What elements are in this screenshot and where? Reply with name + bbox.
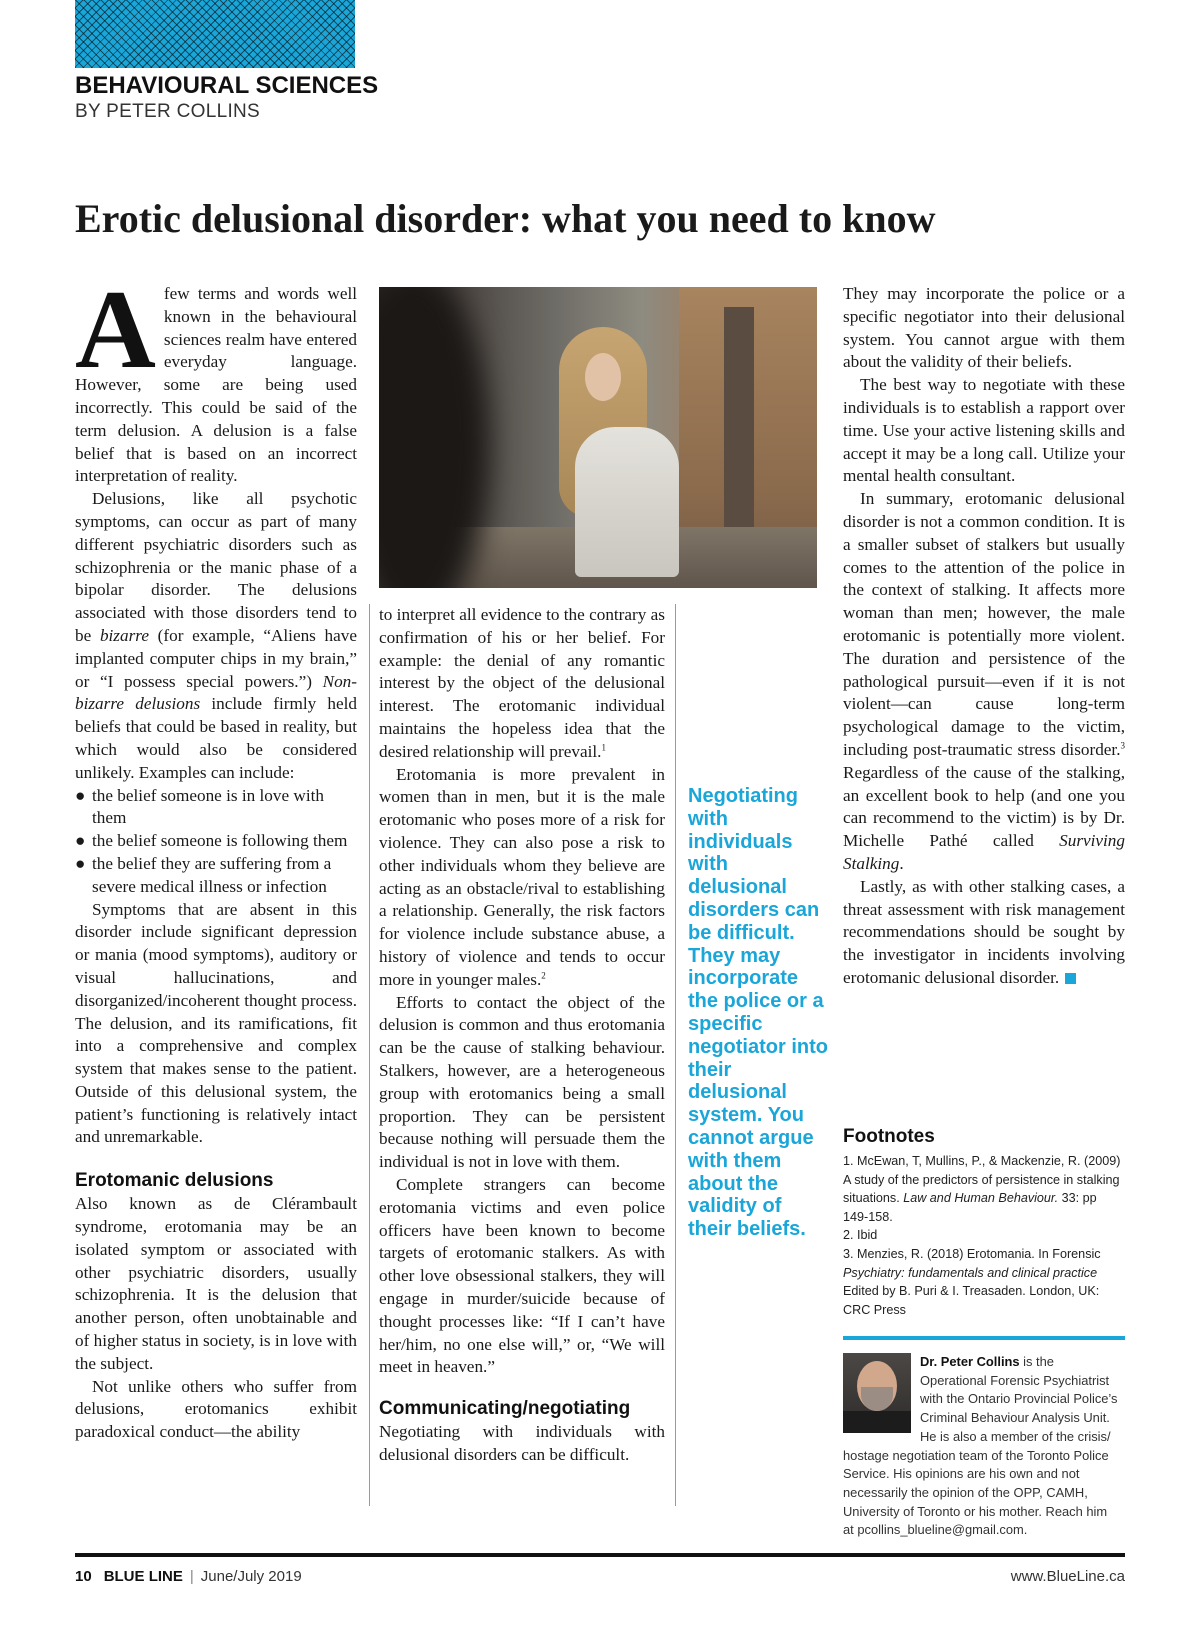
footnote-ref: 2 bbox=[541, 970, 546, 981]
footnote-ref: 1 bbox=[601, 742, 606, 753]
author-name: Dr. Peter Collins bbox=[920, 1354, 1020, 1369]
paragraph: They may incorporate the police or a specific negotiator into their delusional system. You cannot argue with them about the validity of their beliefs. bbox=[843, 284, 1125, 372]
list-item: ● the belief they are suffering from a severe medical illness or infection bbox=[75, 853, 332, 896]
footnotes-heading: Footnotes bbox=[843, 1126, 935, 1147]
list-item: ● the belief someone is in love with them bbox=[75, 785, 324, 828]
paragraph: Delusions, like all psychotic symptoms, can occur as part of many different psychiatric disorders such as schizophrenia or the manic phase of a bipolar disorder. The delusions associated with those disorders tend to be bizarre (for example, “Aliens have implanted computer chips in my brain,” or “I possess special powers.”) Non-bizarre delusions include firmly held beliefs that could be based in reality, but which would also be considered unlikely. Examples can include: bbox=[75, 489, 357, 782]
paragraph: to interpret all evidence to the contrary as confirmation of his or her belief. For example: the denial of any romantic interest by the object of the delusional interest. The erotomanic individual maintains the hopeless idea that the desired relationship will prevail.$^1$ bbox=[379, 605, 665, 761]
footnote-1: 1. McEwan, T, Mullins, P., & Mackenzie, R. (2009) A study of the predictors of persistence in stalking situations. Law and Human Behaviour. 33: pp 149-158. bbox=[843, 1154, 1121, 1224]
article-title: Erotic delusional disorder: what you need to know bbox=[75, 196, 936, 241]
list-item: ● the belief someone is following them bbox=[75, 831, 348, 851]
magazine-name: BLUE LINE bbox=[103, 1568, 183, 1585]
paragraph: Efforts to contact the object of the delusion is common and thus erotomania can be the cause of stalking behaviour. Stalkers, however, are a heterogeneous group with erotomanics being a small proportion. They can be persistent because nothing will persuade them the individual is not in love with them. bbox=[379, 992, 665, 1172]
bullet-list bbox=[75, 785, 357, 899]
column-divider bbox=[675, 604, 676, 1506]
page-number: 10 bbox=[75, 1568, 92, 1585]
paragraph: Complete strangers can become erotomania victims and even police officers have been known to become targets of erotomanic stalkers. As with other love obsessional stalkers, they will engage in murder/suicide because of thought processes like: “If I can’t have her/him, no one else will,” or, “We will meet in heaven.” bbox=[379, 1174, 665, 1377]
paragraph: Lastly, as with other stalking cases, a threat assessment with risk management recommendations should be sought by the investigator in incidents involving erotomanic delusional disorder. bbox=[843, 876, 1125, 987]
paragraph-intro: Afew terms and words well known in the behavioural sciences realm have entered everyday language. However, some are being used incorrectly. This could be said of the term delusion. A delusion is a false belief that is based on an incorrect interpretation of reality. bbox=[75, 268, 357, 486]
paragraph: The best way to negotiate with these individuals is to establish a rapport over time. Use your active listening skills and accept it may be a long call. Utilize your mental health consultant. bbox=[843, 375, 1125, 486]
header-pattern bbox=[75, 0, 355, 68]
paragraph: Symptoms that are absent in this disorder include significant depression or mania (mood symptoms), auditory or visual hallucinations, and disorganized/incoherent thought process. The delusion, and its ramifications, fit into a comprehensive and complex system that makes sense to the patient. Outside of this delusional system, the patient’s functioning is relatively intact and unremarkable. bbox=[75, 899, 357, 1147]
footer-rule bbox=[75, 1553, 1125, 1557]
footnote-3: 3. Menzies, R. (2018) Erotomania. In Forensic Psychiatry: fundamentals and clinical practice Edited by B. Puri & I. Treasaden. London, UK: CRC Press bbox=[843, 1246, 1101, 1317]
footnote-ref: 3 bbox=[1120, 740, 1125, 751]
footer-left: 10 BLUE LINE | June/July 2019 bbox=[75, 1568, 302, 1585]
author-email: at pcollins_blueline@gmail.com. bbox=[843, 1522, 1028, 1538]
paragraph: Erotomania is more prevalent in women than in men, but it is the male erotomanic who poses more of a risk for violence. They can also pose a risk to other individuals whom they believe are acting as an obstacle/rival to establishing a relationship. Generally, the risk factors for violence include substance abuse, a history of violence and tends to occur more in younger males.$^2$ bbox=[379, 764, 665, 989]
paragraph: Negotiating with individuals with delusional disorders can be difficult. bbox=[379, 1422, 665, 1464]
author-bio: Dr. Peter Collins is the Operational Forensic Psychiatrist with the Ontario Provincial Police’s Criminal Behaviour Analysis Unit. He is also a member of the crisis/ hostage negotiation team of the Toronto Police Service. His opinions are his own and not necessarily the opinion of the OPP, CAMH, University of Toronto or his mother. Reach him at pcollins_blueline@gmail.com. bbox=[843, 1353, 1125, 1540]
drop-cap: A bbox=[75, 268, 156, 392]
byline: BY PETER COLLINS bbox=[75, 101, 261, 122]
footnote-2: 2. Ibid bbox=[843, 1228, 878, 1243]
website-url: www.BlueLine.ca bbox=[1010, 1568, 1125, 1585]
section-title: BEHAVIOURAL SCIENCES bbox=[75, 72, 379, 99]
end-mark bbox=[1065, 973, 1076, 984]
footnotes bbox=[843, 1125, 1125, 1319]
paragraph: In summary, erotomanic delusional disorder is not a common condition. It is a smaller subset of stalkers but usually comes to the attention of the police in the context of stalking. It affects more woman than men; however, the male erotomanic is potentially more violent. The duration and persistence of the pathological pursuit—even if it is not violent—can cause long-term psychological damage to the victim, including post-traumatic stress disorder.$^3$ Regardless of the cause of the stalking, an excellent book to help (and one you can recommend to the victim) is by Dr. Michelle Pathé called Surviving Stalking. bbox=[843, 489, 1125, 873]
pull-quote: Negotiating with individuals with delusional disorders can be difficult. They may incorporate the police or a specific negotiator into their delusional system. You cannot argue with them about the validity of their beliefs. bbox=[688, 785, 828, 1241]
subheading-communicating-negotiating: Communicating/negotiating bbox=[379, 1398, 631, 1420]
article-photo bbox=[379, 287, 817, 588]
column-3 bbox=[843, 283, 1125, 990]
column-2 bbox=[379, 604, 665, 1467]
bio-divider bbox=[843, 1336, 1125, 1340]
column-divider bbox=[369, 604, 370, 1506]
issue-date: June/July 2019 bbox=[200, 1568, 302, 1585]
column-1 bbox=[75, 268, 357, 1444]
paragraph: Not unlike others who suffer from delusions, erotomanics exhibit paradoxical conduct—the ability bbox=[75, 1376, 357, 1442]
paragraph: Also known as de Clérambault syndrome, erotomania may be an isolated symptom or associated with other psychiatric disorders, usually schizophrenia. It is the delusion that another person, often unobtainable and of higher status in society, is in love with the subject. bbox=[75, 1194, 357, 1373]
subheading-erotomanic-delusions: Erotomanic delusions bbox=[75, 1170, 274, 1192]
